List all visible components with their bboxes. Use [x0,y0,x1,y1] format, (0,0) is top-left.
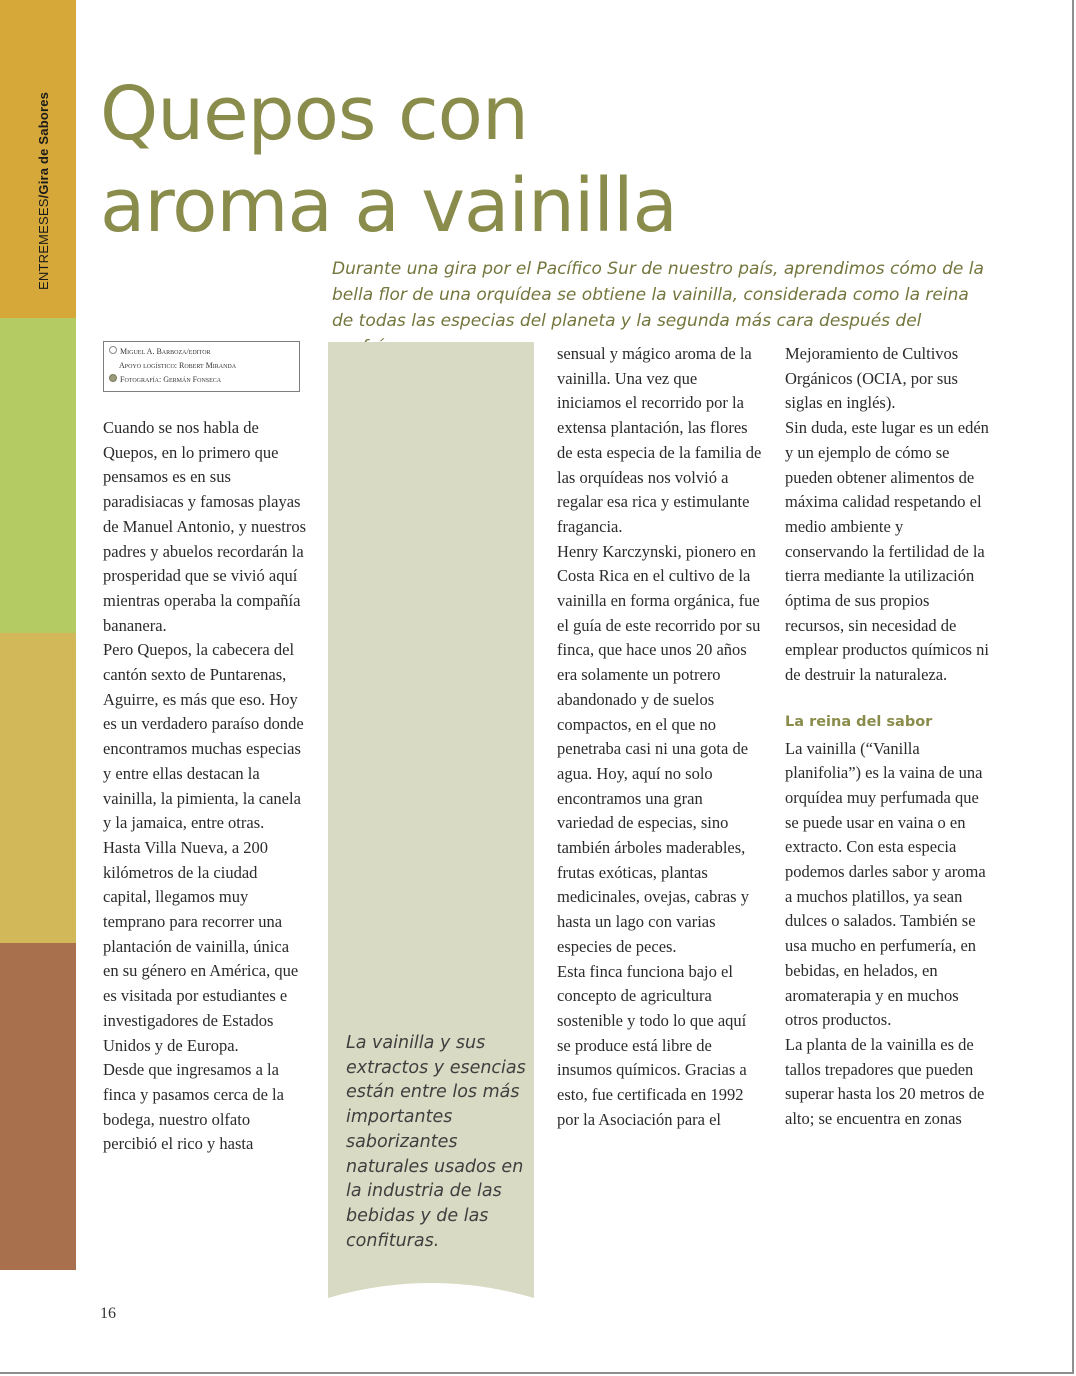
bullet-icon [109,374,117,382]
paragraph: Henry Karczynski, pionero en Costa Rica en el cultivo de la vainilla en forma orgánica, fue el guía de este recorrido por su finca, que hace unos 20 años era solamente un potrero abandonado y de suelos compactos, en el que no penetraba casi ni una gota de agua. Hoy, aquí no solo encontramos una gran variedad de especias, sino también árboles maderables, frutas exóticas, plantas medicinales, ovejas, cabras y hasta un lago con varias especies de peces. [557,541,761,956]
section-label [36,92,51,290]
text-column-1 [103,416,307,1157]
color-bar-brown [0,943,76,1270]
credits-box [103,341,300,392]
page-number: 16 [100,1305,116,1322]
paragraph: La vainilla (“Vanilla planifolia”) es la vaina de una orquídea muy perfumada que se puede usar en vaina o en extracto. Con esta especia podemos darles sabor y aroma a muchos platillos, ya sean dulces o salados. También se usa mucho en perfumería, en bebidas, en helados, en aromaterapia y en muchos otros productos. [785,738,986,1030]
credit-logistics [109,359,294,373]
paragraph: Cuando se nos habla de Quepos, en lo primero que pensamos es en sus paradisiacas y famosas playas de Manuel Antonio, y nuestros padres y abuelos recordarán la prosperidad que se vivió aquí mientras operaba la compañía bananera. [103,418,307,635]
article-title [100,68,800,252]
text-column-3 [557,342,762,1133]
paragraph: Pero Quepos, la cabecera del cantón sexto de Puntarenas, Aguirre, es más que eso. Hoy es un verdadero paraíso donde encontramos muchas especias y entre ellas destacan la vainilla, la pimienta, la canela y la jamaica, entre otras. [103,640,304,833]
section-separator: / [36,194,51,199]
pull-quote: La vainilla y sus extractos y esencias están entre los más importantes saborizantes naturales usados en la industria de las bebidas y de las confituras. [346,1033,526,1251]
title-line-2: aroma a vainilla [100,163,677,249]
paragraph: Hasta Villa Nueva, a 200 kilómetros de la ciudad capital, llegamos muy temprano para recorrer una plantación de vainilla, única en su género en América, que es visitada por estudiantes e investigadores de Estados Unidos y de Europa. [103,837,299,1055]
subheading: La reina del sabor [785,713,933,730]
section-category: ENTREMESES [36,198,51,290]
color-bar-sand [0,633,76,943]
color-bar-green [0,318,76,633]
credit-editor-text: Miguel A. Barboza/editor [120,347,211,356]
credit-photo [109,373,294,387]
paragraph: Desde que ingresamos a la finca y pasamos cerca de la bodega, nuestro olfato percibió el rico y hasta [103,1060,284,1154]
paragraph: sensual y mágico aroma de la vainilla. Una vez que iniciamos el recorrido por la extensa plantación, las flores de esta especia de la familia de las orquídeas nos volvió a regalar esa rica y estimulante fragancia. [557,344,762,536]
credit-editor [109,345,294,359]
section-subcategory: Gira de Sabores [36,91,51,195]
paragraph: Esta finca funciona bajo el concepto de agricultura sostenible y todo lo que aquí se produce está libre de insumos químicos. Gracias a esto, fue certificada en 1992 por la Asociación para el [557,961,747,1129]
paragraph: Mejoramiento de Cultivos Orgánicos (OCIA, por sus siglas en inglés). [785,344,959,413]
credit-photo-text: Fotografía: Germán Fonseca [120,375,222,384]
text-column-4 [785,342,990,1132]
credit-logistics-text: Apoyo logístico: Robert Miranda [119,361,237,370]
bullet-icon [109,346,117,354]
article-lead: Durante una gira por el Pacífico Sur de nuestro país, aprendimos cómo de la bella flor de una orquídea se obtiene la vainilla, considerada como la reina de todas las especias del planeta y la segunda más cara después del [332,259,984,331]
paragraph: La planta de la vainilla es de tallos trepadores que pueden superar hasta los 20 metros de alto; se encuentra en zonas [785,1034,985,1129]
title-line-1: Quepos con [100,71,528,157]
paragraph: Sin duda, este lugar es un edén y un ejemplo de cómo se pueden obtener alimentos de máxima calidad respetando el medio ambiente y conservando la fertilidad de la tierra mediante la utilización óptima de sus propios recursos, sin necesidad de emplear productos químicos ni de destruir la naturaleza. [785,418,989,685]
